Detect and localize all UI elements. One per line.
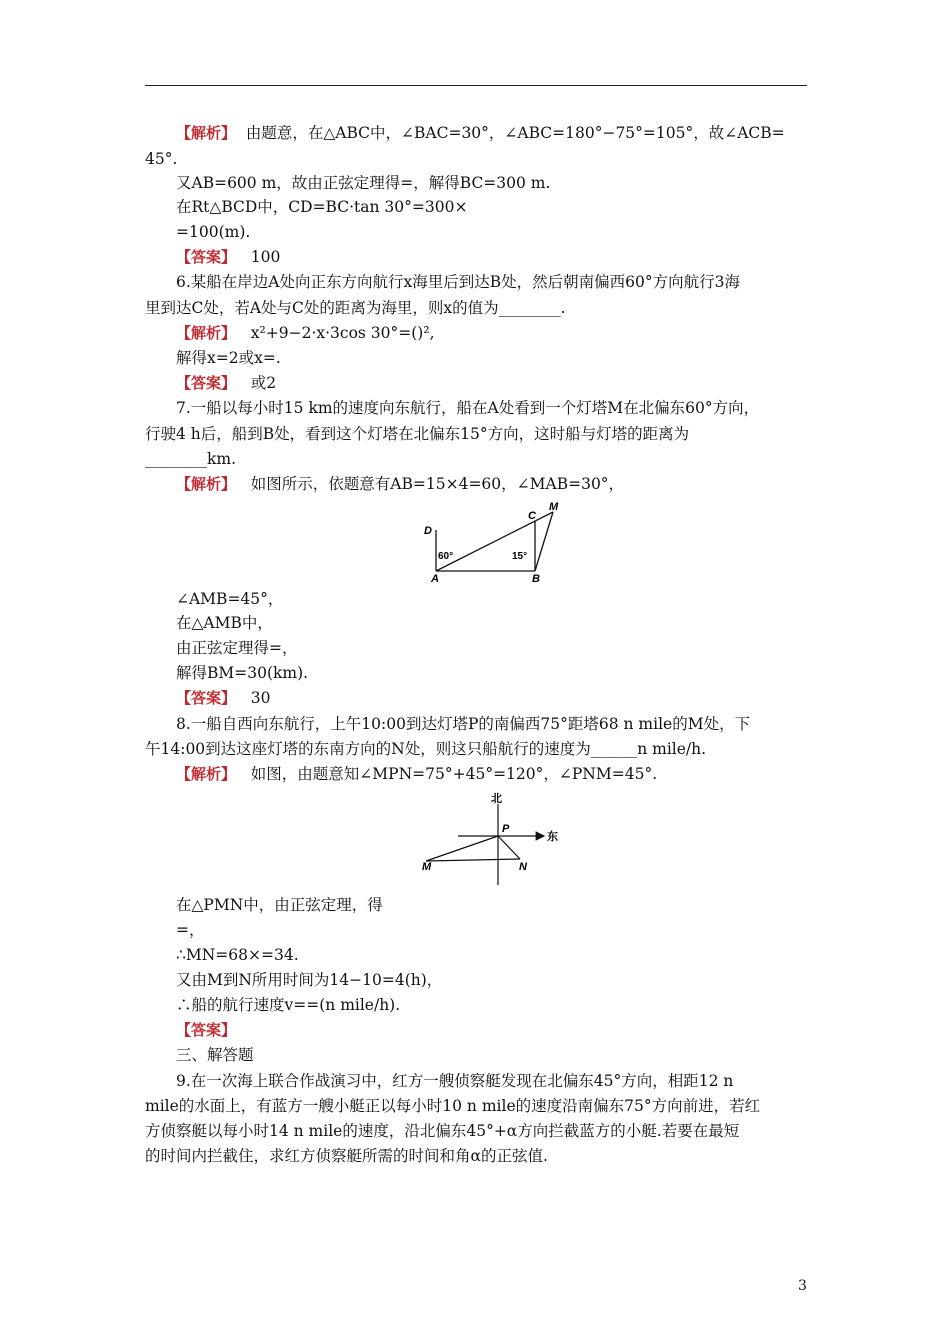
p5-answer-line: [176, 246, 280, 268]
answer-tag: 【答案】: [176, 374, 237, 392]
q8-answer-line: [176, 1019, 251, 1041]
fig8-label-north: 北: [491, 793, 502, 805]
fig7-label-C: C: [528, 510, 536, 522]
p5-line-2: 45°.: [145, 150, 178, 168]
q7-answer: 30: [250, 689, 271, 707]
q8-line-1: 8.一船自西向东航行，上午10:00到达灯塔P的南偏西75°距塔68 n mile的M处，下: [176, 715, 751, 733]
q8-analysis-line: [176, 763, 657, 785]
q6-answer-line: [176, 372, 276, 394]
fig8-label-P: P: [502, 823, 510, 835]
q9-line-2: mile的水面上，有蓝方一艘小艇正以每小时10 n mile的速度沿南偏东75°方向前进，若红: [145, 1097, 761, 1115]
fig7-label-D: D: [424, 525, 432, 537]
q7-line-3: ________km.: [145, 450, 237, 468]
q6-answer: 或2: [250, 374, 277, 392]
header-rule: [145, 85, 807, 86]
fig8-segment-PM: [426, 836, 498, 861]
q6-line-2: 里到达C处，若A处与C处的距离为海里，则x的值为________.: [145, 299, 566, 317]
answer-tag: 【答案】: [176, 689, 237, 707]
q8-line-2: 午14:00到达这座灯塔的东南方向的N处，则这只船航行的速度为______n mile/h.: [145, 740, 707, 758]
p5-line-1-text: 由题意，在△ABC中，∠BAC=30°，∠ABC=180°−75°=105°，故∠ACB=: [245, 124, 785, 142]
analysis-tag: 【解析】: [176, 124, 237, 142]
fig7-label-B: B: [532, 573, 540, 585]
fig8-label-M: M: [422, 861, 432, 873]
q8-analysis: 如图，由题意知∠MPN=75°+45°=120°，∠PNM=45°.: [250, 765, 658, 783]
q7-answer-line: [176, 687, 271, 709]
answer-tag: 【答案】: [176, 248, 237, 266]
fig8-segment-MN: [426, 859, 520, 861]
q6-analysis-line: [176, 322, 435, 344]
q6-line-4: 解得x=2或x=.: [176, 349, 281, 367]
p5-line-3: 又AB=600 m，故由正弦定理得=，解得BC=300 m.: [176, 174, 551, 192]
q7-figure: [420, 500, 570, 585]
page-number: 3: [798, 1278, 807, 1294]
answer-tag: 【答案】: [176, 1021, 237, 1039]
fig7-angle-15: 15°: [512, 551, 528, 562]
analysis-tag: 【解析】: [176, 765, 237, 783]
q7-line-6: 在△AMB中，: [176, 614, 273, 632]
section-heading: 三、解答题: [176, 1046, 254, 1064]
fig7-segment-BM: [535, 512, 553, 571]
q7-line-2: 行驶4 h后，船到B处，看到这个灯塔在北偏东15°方向，这时船与灯塔的距离为: [145, 425, 690, 443]
q8-line-7: 又由M到N所用时间为14−10=4(h)，: [176, 971, 443, 989]
analysis-tag: 【解析】: [176, 475, 237, 493]
analysis-tag: 【解析】: [176, 324, 237, 342]
q7-line-7: 由正弦定理得=，: [176, 639, 298, 657]
q7-analysis: 如图所示，依题意有AB=15×4=60，∠MAB=30°，: [250, 475, 625, 493]
fig8-label-east: 东: [547, 831, 558, 843]
q7-analysis-line: [176, 473, 624, 495]
q8-line-8: ∴船的航行速度v==(n mile/h).: [176, 996, 401, 1014]
q9-line-3: 方侦察艇以每小时14 n mile的速度，沿北偏东45°+α方向拦截蓝方的小艇.若要在最短: [145, 1122, 740, 1140]
q6-analysis: x²+9−2·x·3cos 30°=()²,: [250, 324, 435, 342]
q9-line-1: 9.在一次海上联合作战演习中，红方一艘侦察艇发现在北偏东45°方向，相距12 n: [176, 1072, 734, 1090]
q8-line-4: 在△PMN中，由正弦定理，得: [176, 896, 383, 914]
q7-line-8: 解得BM=30(km).: [176, 664, 309, 682]
p5-line-1: [176, 122, 785, 144]
p5-answer: 100: [250, 248, 281, 266]
p5-line-5: =100(m).: [176, 223, 251, 241]
q9-line-4: 的时间内拦截住，求红方侦察艇所需的时间和角α的正弦值.: [145, 1147, 548, 1165]
fig7-label-M: M: [549, 501, 559, 513]
q8-line-6: ∴MN=68×=34.: [176, 946, 299, 964]
q7-line-1: 7.一船以每小时15 km的速度向东航行，船在A处看到一个灯塔M在北偏东60°方向，: [176, 399, 760, 417]
q8-line-5: =，: [176, 921, 205, 939]
q7-line-5: ∠AMB=45°，: [176, 590, 284, 608]
q8-figure: [418, 790, 568, 890]
q6-line-1: 6.某船在岸边A处向正东方向航行x海里后到达B处，然后朝南偏西60°方向航行3海: [176, 273, 740, 291]
fig8-label-N: N: [519, 861, 527, 873]
p5-line-4: 在Rt△BCD中，CD=BC·tan 30°=300×: [176, 198, 468, 216]
fig7-label-A: A: [431, 573, 439, 585]
fig8-segment-PN: [498, 836, 520, 859]
fig7-angle-60: 60°: [438, 551, 454, 562]
